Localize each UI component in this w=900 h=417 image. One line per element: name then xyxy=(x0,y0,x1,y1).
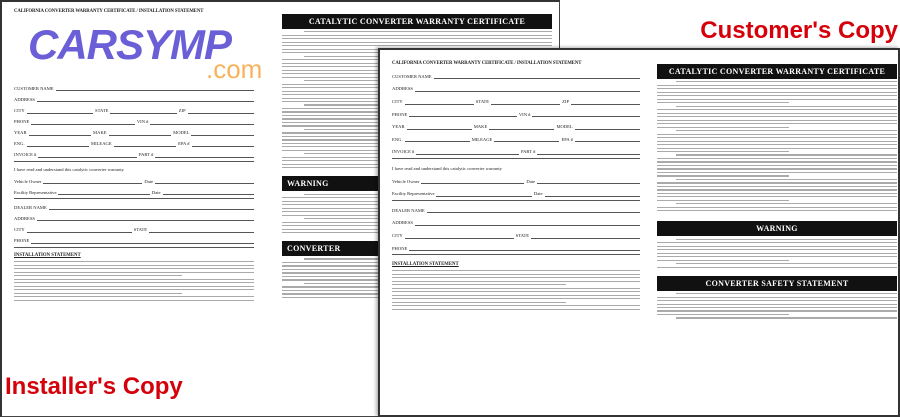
text-line xyxy=(392,281,640,282)
field-city[interactable] xyxy=(27,229,132,233)
field-dealer-name[interactable] xyxy=(427,209,640,213)
field-mileage[interactable] xyxy=(114,143,176,147)
field-phone[interactable] xyxy=(409,247,640,251)
field-date[interactable] xyxy=(155,180,254,184)
label-invoice: INVOICE # xyxy=(14,152,37,158)
field-mileage[interactable] xyxy=(494,138,559,142)
text-line xyxy=(657,256,897,257)
text-line xyxy=(657,196,897,197)
text-line xyxy=(657,200,789,201)
form-row-phone xyxy=(14,120,254,125)
label-title: CALIFORNIA CONVERTER WARRANTY CERTIFICATE / INSTALLATION STATEMENT xyxy=(392,61,582,66)
label-address: ADDRESS xyxy=(392,220,413,226)
text-line xyxy=(676,81,897,82)
field-phone[interactable] xyxy=(31,121,135,125)
label-date: Date xyxy=(533,191,543,197)
field-facility-rep[interactable] xyxy=(58,191,149,195)
text-line xyxy=(657,109,897,110)
form-row-year xyxy=(14,131,254,136)
text-line xyxy=(657,249,897,250)
label-state: STATE xyxy=(95,107,109,113)
text-line xyxy=(392,274,640,275)
label-city: CITY xyxy=(14,226,25,232)
form-title xyxy=(14,10,254,15)
field-year[interactable] xyxy=(407,126,472,130)
form-row-address xyxy=(392,221,640,226)
field-model[interactable] xyxy=(575,126,640,130)
label-state: STATE xyxy=(515,232,530,238)
text-line xyxy=(676,239,897,240)
field-vin[interactable] xyxy=(150,121,254,125)
field-date[interactable] xyxy=(545,193,640,197)
field-state[interactable] xyxy=(149,229,254,233)
divider xyxy=(14,247,254,248)
form-row-city xyxy=(392,234,640,239)
safety-header: CONVERTER xyxy=(282,241,552,256)
text-line xyxy=(392,270,640,271)
field-eng[interactable] xyxy=(27,143,89,147)
field-dealer-name[interactable] xyxy=(49,206,254,210)
form-row-acknowledge xyxy=(392,167,640,172)
text-line xyxy=(392,305,640,306)
customer-copy-document xyxy=(378,48,900,417)
form-row-city xyxy=(14,228,254,233)
label-vehicle-owner: Vehicle Owner xyxy=(392,178,420,184)
form-row-installation-statement xyxy=(14,254,254,259)
warning-header: WARNING xyxy=(657,221,897,236)
field-zip[interactable] xyxy=(571,101,640,105)
text-line xyxy=(676,293,897,294)
form-row-invoice xyxy=(14,153,254,158)
text-line xyxy=(657,207,897,208)
form-row-facility-rep xyxy=(14,191,254,196)
text-line xyxy=(657,242,897,243)
text-line xyxy=(657,92,897,93)
text-line xyxy=(657,186,897,187)
form-row-dealer-name xyxy=(392,209,640,214)
text-line xyxy=(657,102,789,103)
certificate-body xyxy=(657,81,897,211)
label-facility-rep: Facility Representative xyxy=(14,189,57,195)
label-vehicle-owner: Vehicle Owner xyxy=(14,178,42,184)
text-line xyxy=(14,272,254,273)
divider xyxy=(14,161,254,162)
label-date: Date xyxy=(526,178,536,184)
text-line xyxy=(657,120,897,121)
text-line xyxy=(676,317,897,318)
label-model: MODEL xyxy=(556,124,573,130)
warning-header: WARNING xyxy=(282,176,552,191)
label-dealer-name: DEALER NAME xyxy=(14,204,47,210)
text-line xyxy=(14,275,182,276)
form-row-eng xyxy=(392,138,640,143)
field-phone[interactable] xyxy=(409,113,517,117)
field-eng[interactable] xyxy=(405,138,470,142)
form-column xyxy=(392,62,640,415)
field-epa[interactable] xyxy=(575,138,640,142)
label-mileage: MILEAGE xyxy=(91,141,112,147)
text-line xyxy=(657,175,789,176)
form-row-eng xyxy=(14,142,254,147)
text-line xyxy=(392,309,640,310)
label-address: ADDRESS xyxy=(14,215,35,221)
field-zip[interactable] xyxy=(188,110,254,114)
label-date: Date xyxy=(144,178,154,184)
label-make: MAKE xyxy=(93,130,107,136)
field-vehicle-owner[interactable] xyxy=(43,180,142,184)
label-make: MAKE xyxy=(473,124,488,130)
field-part[interactable] xyxy=(537,151,640,155)
form-row-city xyxy=(14,109,254,114)
form-row-invoice xyxy=(392,150,640,155)
field-city[interactable] xyxy=(405,235,514,239)
field-make[interactable] xyxy=(109,132,172,136)
text-line xyxy=(657,193,897,194)
text-line xyxy=(657,297,897,298)
text-line xyxy=(14,265,254,266)
text-line xyxy=(676,106,897,107)
label-epa: EPA # xyxy=(561,136,573,142)
text-line xyxy=(657,148,897,149)
label-part: PART # xyxy=(520,149,536,155)
label-date: Date xyxy=(151,189,161,195)
form-row-phone xyxy=(14,239,254,244)
text-line xyxy=(676,130,897,131)
form-row-address xyxy=(392,87,640,92)
field-address[interactable] xyxy=(37,217,254,221)
field-model[interactable] xyxy=(191,132,254,136)
text-line xyxy=(657,144,897,145)
label-acknowledge: I have read and understand this catalytic converter warranty xyxy=(392,165,502,171)
text-line xyxy=(657,99,897,100)
field-vehicle-owner[interactable] xyxy=(421,180,524,184)
label-facility-rep: Facility Representative xyxy=(392,191,435,197)
text-line xyxy=(657,95,897,96)
form-row-phone xyxy=(392,113,640,118)
text-line xyxy=(282,45,552,46)
text-line xyxy=(657,116,897,117)
text-line xyxy=(282,35,552,36)
label-phone: PHONE xyxy=(14,119,30,125)
text-line xyxy=(657,134,897,135)
text-line xyxy=(676,154,897,155)
label-city: CITY xyxy=(14,107,25,113)
text-line xyxy=(392,288,640,289)
installer-copy-label: Installer's Copy xyxy=(5,373,183,400)
field-invoice[interactable] xyxy=(38,154,137,158)
field-customer-name[interactable] xyxy=(56,87,254,91)
logo-suffix: .com xyxy=(206,54,263,84)
form-row-customer-name xyxy=(14,87,254,92)
text-line xyxy=(14,286,254,287)
label-address: ADDRESS xyxy=(14,96,35,102)
form-row-installation-statement xyxy=(392,263,640,268)
label-address: ADDRESS xyxy=(392,86,413,92)
text-line xyxy=(657,189,897,190)
divider xyxy=(392,254,640,255)
field-state[interactable] xyxy=(491,101,560,105)
safety-body xyxy=(657,293,897,319)
field-invoice[interactable] xyxy=(416,151,519,155)
text-line xyxy=(657,182,897,183)
label-model: MODEL xyxy=(173,130,190,136)
text-line xyxy=(392,302,566,303)
text-line xyxy=(304,31,552,32)
label-part: PART # xyxy=(138,152,154,158)
label-invoice: INVOICE # xyxy=(392,149,415,155)
label-customer-name: CUSTOMER NAME xyxy=(14,85,54,91)
text-line xyxy=(657,300,897,301)
form-row-customer-name xyxy=(392,75,640,80)
label-dealer-name: DEALER NAME xyxy=(392,207,425,213)
text-line xyxy=(657,260,789,261)
form-row-year xyxy=(392,125,640,130)
text-line xyxy=(657,307,897,308)
customer-copy-label: Customer's Copy xyxy=(700,17,898,44)
field-city[interactable] xyxy=(27,110,93,114)
label-phone: PHONE xyxy=(14,238,30,244)
text-line xyxy=(657,304,897,305)
text-line xyxy=(676,203,897,204)
field-part[interactable] xyxy=(155,154,254,158)
field-facility-rep[interactable] xyxy=(436,193,531,197)
form-row-address xyxy=(14,98,254,103)
text-line xyxy=(657,85,897,86)
text-line xyxy=(14,293,182,294)
text-line xyxy=(657,127,789,128)
text-line xyxy=(14,279,254,280)
text-line xyxy=(14,300,254,301)
form-row-phone xyxy=(392,247,640,252)
text-line xyxy=(657,267,897,268)
label-mileage: MILEAGE xyxy=(471,136,493,142)
label-acknowledge: I have read and understand this catalytic converter warranty xyxy=(14,167,124,173)
label-title: CALIFORNIA CONVERTER WARRANTY CERTIFICATE / INSTALLATION STATEMENT xyxy=(14,9,204,14)
text-line xyxy=(657,168,897,169)
field-address[interactable] xyxy=(415,88,640,92)
text-line xyxy=(14,261,254,262)
field-address[interactable] xyxy=(415,222,640,226)
text-line xyxy=(14,268,254,269)
field-customer-name[interactable] xyxy=(434,75,640,79)
field-date[interactable] xyxy=(163,191,254,195)
text-line xyxy=(676,179,897,180)
label-state: STATE xyxy=(475,98,490,104)
carsymp-logo xyxy=(28,21,278,84)
label-city: CITY xyxy=(392,98,403,104)
text-line xyxy=(657,253,897,254)
field-make[interactable] xyxy=(489,126,554,130)
label-zip: ZIP xyxy=(178,107,186,113)
text-line xyxy=(282,38,552,39)
safety-header: CONVERTER SAFETY STATEMENT xyxy=(657,276,897,291)
divider xyxy=(392,158,640,159)
text-line xyxy=(657,314,789,315)
form-title xyxy=(392,62,640,67)
label-installation-statement: INSTALLATION STATEMENT xyxy=(14,253,81,259)
logo-main: CARSYMP xyxy=(28,21,232,68)
field-state[interactable] xyxy=(531,235,640,239)
text-line xyxy=(657,246,897,247)
field-date[interactable] xyxy=(537,180,640,184)
text-line xyxy=(657,123,897,124)
label-state: STATE xyxy=(133,226,148,232)
text-line xyxy=(657,158,897,159)
field-address[interactable] xyxy=(37,98,254,102)
form-row-vehicle-owner xyxy=(392,180,640,185)
certificate-header: CATALYTIC CONVERTER WARRANTY CERTIFICATE xyxy=(657,64,897,79)
form-row-city xyxy=(392,100,640,105)
label-vin: VIN # xyxy=(518,111,531,117)
text-line xyxy=(282,42,552,43)
form-row-vehicle-owner xyxy=(14,180,254,185)
text-line xyxy=(657,151,789,152)
text-line xyxy=(676,263,897,264)
field-city[interactable] xyxy=(405,101,474,105)
text-line xyxy=(657,310,897,311)
label-eng: ENG. xyxy=(392,136,403,142)
form-row-dealer-name xyxy=(14,206,254,211)
label-phone: PHONE xyxy=(392,245,408,251)
label-vin: VIN # xyxy=(136,119,149,125)
text-line xyxy=(392,298,640,299)
text-line xyxy=(14,289,254,290)
form-row-address xyxy=(14,217,254,222)
label-year: YEAR xyxy=(14,130,27,136)
label-epa: EPA # xyxy=(178,141,190,147)
label-city: CITY xyxy=(392,232,403,238)
field-epa[interactable] xyxy=(192,143,254,147)
text-line xyxy=(657,113,897,114)
divider xyxy=(392,200,640,201)
field-vin[interactable] xyxy=(532,113,640,117)
text-line xyxy=(392,284,566,285)
warning-body xyxy=(657,239,897,268)
text-line xyxy=(657,88,897,89)
field-year[interactable] xyxy=(29,132,92,136)
text-line xyxy=(657,137,897,138)
text-line xyxy=(657,141,897,142)
text-line xyxy=(14,296,254,297)
certificate-header: CATALYTIC CONVERTER WARRANTY CERTIFICATE xyxy=(282,14,552,29)
text-line xyxy=(657,172,897,173)
field-state[interactable] xyxy=(110,110,176,114)
label-eng: ENG. xyxy=(14,141,25,147)
label-phone: PHONE xyxy=(392,111,408,117)
text-line xyxy=(657,210,897,211)
form-row-acknowledge xyxy=(14,168,254,173)
label-year: YEAR xyxy=(392,124,405,130)
text-line xyxy=(657,161,897,162)
label-zip: ZIP xyxy=(562,98,569,104)
field-phone[interactable] xyxy=(31,240,254,244)
divider xyxy=(14,198,254,199)
text-line xyxy=(14,282,254,283)
text-line xyxy=(657,165,897,166)
text-line xyxy=(392,277,640,278)
text-line xyxy=(392,295,640,296)
label-installation-statement: INSTALLATION STATEMENT xyxy=(392,262,459,268)
form-row-facility-rep xyxy=(392,192,640,197)
text-column xyxy=(657,64,897,415)
text-line xyxy=(392,291,640,292)
label-customer-name: CUSTOMER NAME xyxy=(392,73,432,79)
